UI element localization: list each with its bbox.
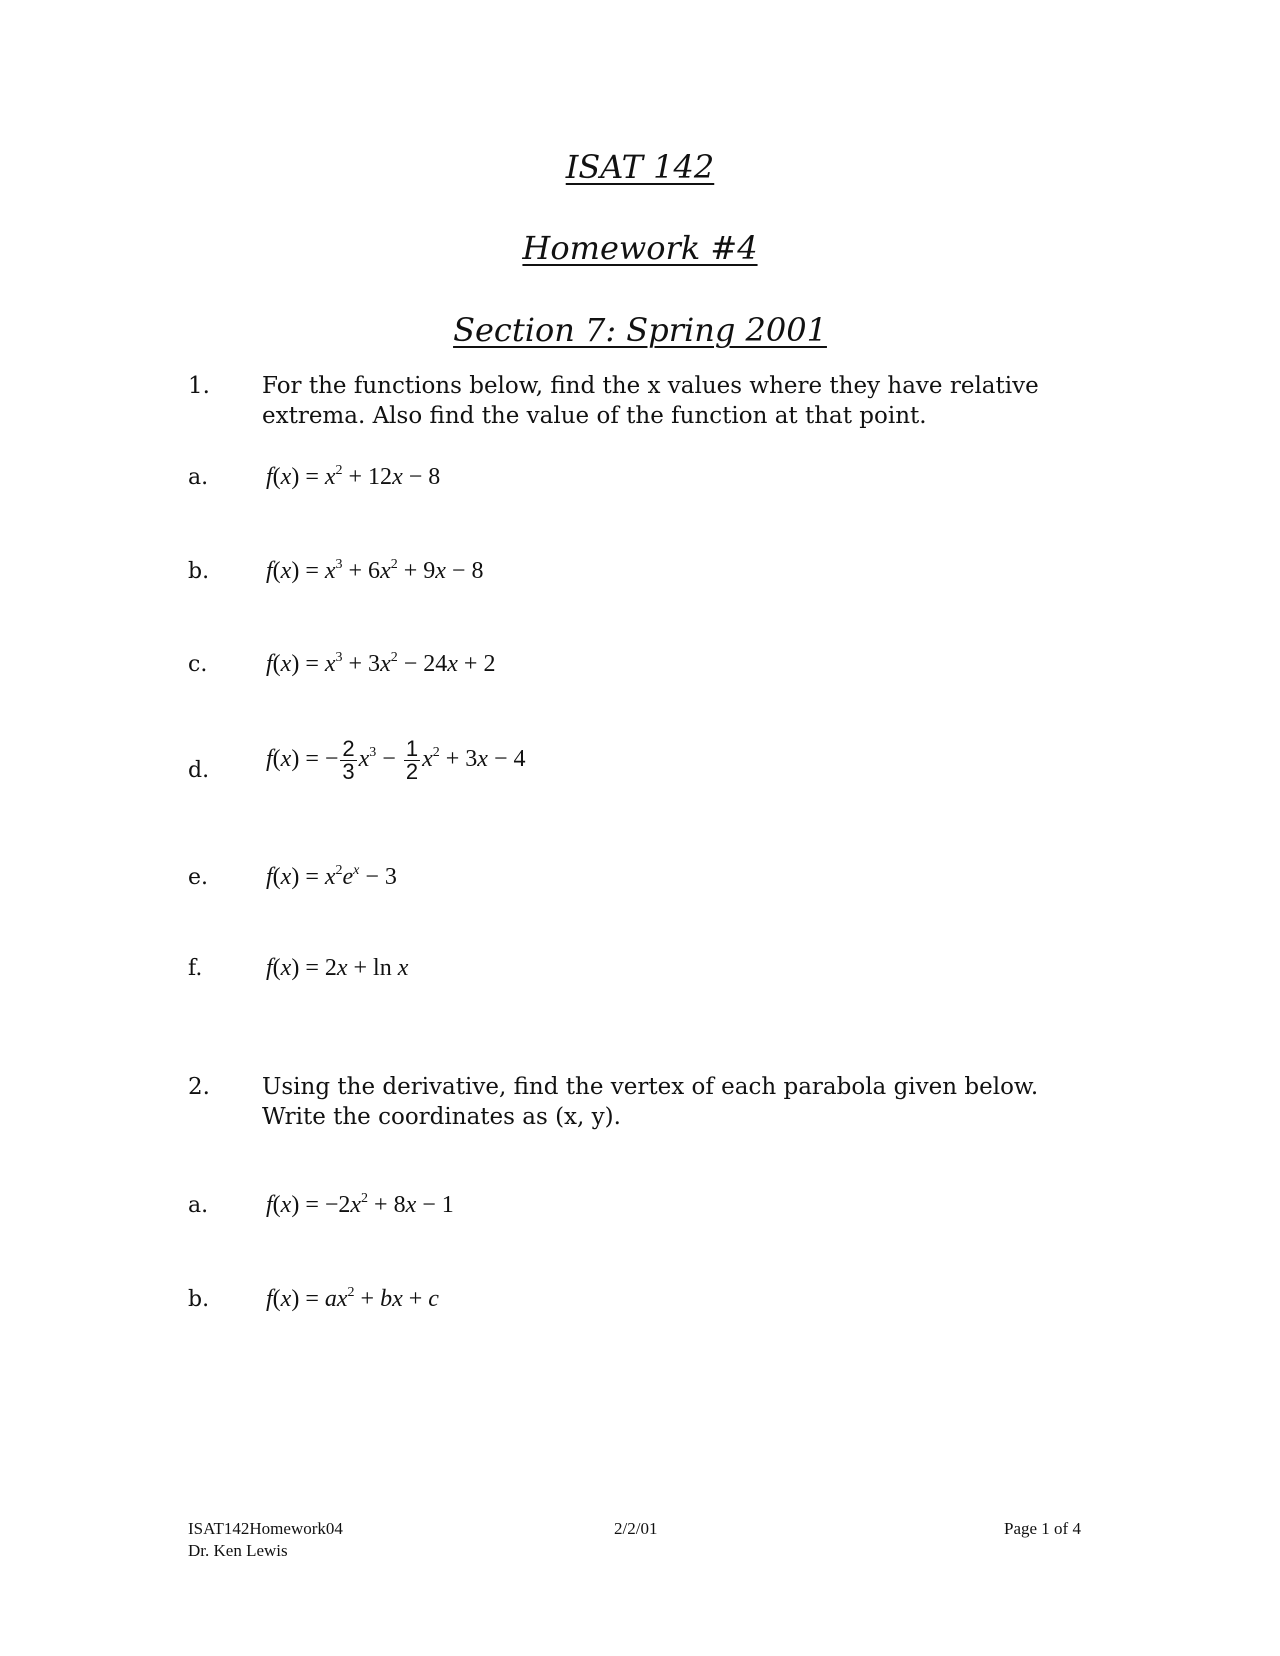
part-label: e. bbox=[188, 865, 209, 890]
footer-page-number: Page 1 of 4 bbox=[1004, 1519, 1081, 1538]
equation: $f(x) = x^2 + 12x - 8$ bbox=[266, 463, 441, 490]
footer-date: 2/2/01 bbox=[614, 1519, 658, 1538]
section-title: Section 7: Spring 2001 bbox=[453, 311, 827, 349]
question-line: Write the coordinates as (x, y). bbox=[262, 1104, 621, 1130]
question-line: For the functions below, find the x values where they have relative bbox=[262, 373, 1039, 399]
part-label: a. bbox=[188, 1193, 209, 1218]
part-label: b. bbox=[188, 1287, 210, 1312]
part-label: f. bbox=[188, 956, 203, 981]
footer-author: Dr. Ken Lewis bbox=[188, 1541, 288, 1560]
fraction-one-half: $\frac{1}{2}$ bbox=[405, 736, 419, 784]
equation: $f(x) = x^2e^x - 3$ bbox=[266, 863, 397, 890]
footer-filename: ISAT142Homework04 bbox=[188, 1519, 343, 1538]
equation: $f(x) = -2x^2 + 8x - 1$ bbox=[266, 1191, 454, 1218]
part-label: b. bbox=[188, 559, 210, 584]
equation: f(x) = 2x + ln x bbox=[266, 955, 409, 981]
equation: $f(x) = x^3 + 6x^2 + 9x - 8$ bbox=[266, 557, 484, 584]
equation: $f(x) = x^3 + 3x^2 - 24x + 2$ bbox=[266, 650, 496, 677]
part-label: a. bbox=[188, 465, 209, 490]
part-label: c. bbox=[188, 652, 208, 677]
question-line: extrema. Also find the value of the function at that point. bbox=[262, 403, 927, 429]
question-line: Using the derivative, find the vertex of each parabola given below. bbox=[262, 1074, 1039, 1100]
course-title: ISAT 142 bbox=[565, 148, 715, 186]
question-text bbox=[262, 1072, 1082, 1132]
homework-title: Homework #4 bbox=[522, 229, 758, 267]
part-label: d. bbox=[188, 758, 210, 783]
question-text bbox=[262, 371, 1082, 431]
question-number: 1. bbox=[188, 373, 210, 399]
footer-left bbox=[188, 1518, 343, 1562]
equation: $f(x) = ax^2$ + bx + c bbox=[266, 1285, 439, 1312]
equation: f(x) = − $\frac{2}{3}$ $x^3$ − $\frac{1}{2}$ $x^2 + 3x - 4$ bbox=[266, 736, 526, 784]
question-number: 2. bbox=[188, 1074, 210, 1100]
fraction-two-thirds: $\frac{2}{3}$ bbox=[342, 736, 355, 784]
